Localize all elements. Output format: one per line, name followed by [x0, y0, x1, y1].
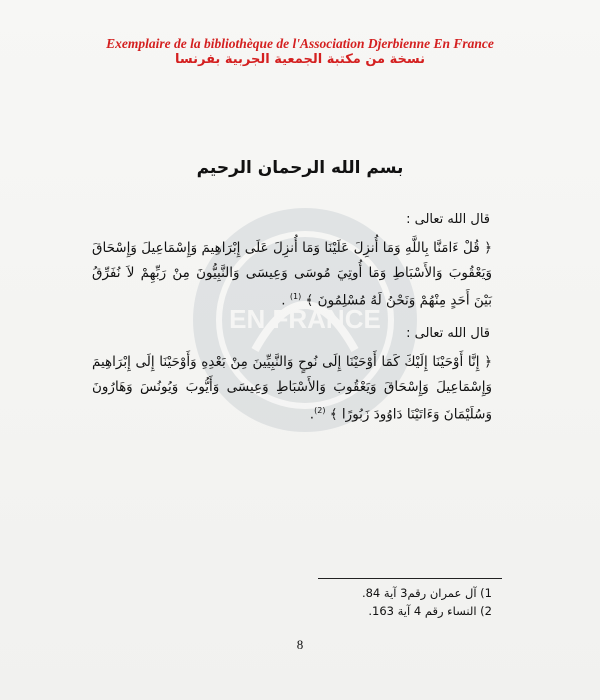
footnote-ref-2: (2) — [314, 406, 326, 415]
quran-verse-2 — [92, 350, 492, 427]
page-number: 8 — [296, 637, 304, 652]
quran-verse-1 — [92, 236, 492, 313]
watermark-text: EN FRANCE — [229, 304, 381, 334]
verse-end-1: . — [281, 292, 286, 309]
verse-intro-1: قال الله تعالى : — [406, 212, 490, 227]
verse-end-2: . — [309, 406, 315, 423]
verse-text-1: ﴿ قُلْ ءَامَنَّا بِاللَّهِ وَمَا أُنزِلَ عَلَيْنَا وَمَا أُنزِلَ عَلَى إِبْرَاهِيمَ وَإِسْمَاعِيلَ وَإِسْحَاقَ وَيَعْقُوبَ وَالأَسْبَاطِ وَمَا أُوتِيَ مُوسَى وَعِيسَى وَالنَّبِيُّونَ مِنْ رَبِّهِمْ لاَ نُفَرِّقُ بَيْنَ أَحَدٍ مِنْهُمْ وَنَحْنُ لَهُ مُسْلِمُونَ ﴾ — [92, 240, 492, 309]
footnote-2: 2) النساء رقم 4 آية 163. — [368, 604, 492, 618]
verse-intro-2: قال الله تعالى : — [406, 326, 490, 341]
header-french: Exemplaire de la bibliothèque de l'Association Djerbienne En France — [106, 36, 494, 51]
footnote-1: 1) آل عمران رقم3 آية 84. — [361, 586, 492, 600]
verse-text-2: ﴿ إِنَّا أَوْحَيْنَا إِلَيْكَ كَمَا أَوْحَيْنَا إِلَى نُوحٍ وَالنَّبِيِّينَ مِنْ بَعْدِهِ وَأَوْحَيْنَا إِلَى إِبْرَاهِيمَ وَإِسْمَاعِيلَ وَإِسْحَاقَ وَيَعْقُوبَ وَالأَسْبَاطِ وَعِيسَى وَأَيُّوبَ وَيُونُسَ وَهَارُونَ وَسُلَيْمَانَ وَءَاتَيْنَا دَاوُودَ زَبُورًا ﴾ — [92, 354, 492, 423]
basmala-heading: بسم الله الرحمان الرحيم — [196, 158, 404, 178]
footnote-ref-1: (1) — [289, 292, 302, 301]
footnote-divider — [318, 578, 502, 579]
header-arabic: نسخة من مكتبة الجمعية الجربية بفرنسا — [175, 52, 425, 67]
